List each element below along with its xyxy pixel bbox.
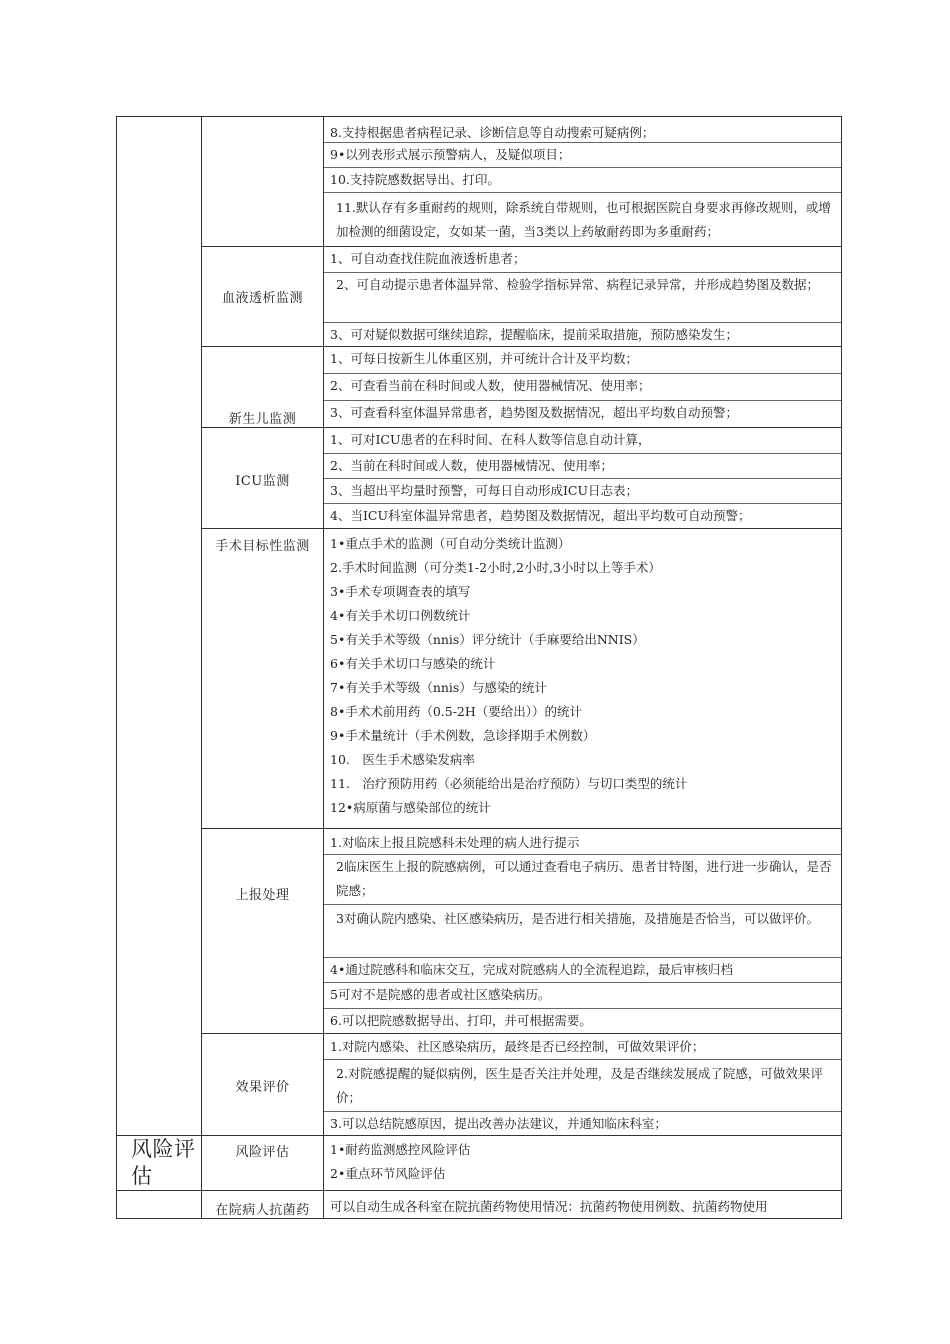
list-item: 12•病原菌与感染部位的统计 (330, 800, 491, 815)
list-item: 11.默认存有多重耐药的规则，除系统自带规则，也可根据医院自身要求再修改规则，或增加检测的细菌设定，女如某一菌，当3类以上药敏耐药即为多重耐药； (336, 200, 831, 239)
list-item: 3、可对疑似数据可继续追踪，提醒临床，提前采取措施，预防感染发生； (330, 327, 738, 342)
list-item: 1.对临床上报且院感科未处理的病人进行提示 (324, 829, 841, 855)
list-item: 11. 治疗预防用药（必须能给出是治疗预防）与切口类型的统计 (330, 776, 688, 791)
section-surgery (116, 528, 842, 828)
category-cell (116, 427, 202, 528)
list-item: 1、可每日按新生儿体重区别，并可统计合计及平均数； (324, 347, 841, 374)
category-cell (116, 828, 202, 1033)
detail-cell (324, 246, 842, 346)
detail-cell (324, 1135, 842, 1190)
list-item: 7•有关手术等级（nnis）与感染的统计 (330, 680, 547, 695)
section-antibiotic (116, 1190, 842, 1219)
list-item: 2.手术时间监测（可分类1-2小时,2小时,3小时以上等手术） (330, 560, 661, 575)
detail-cell (324, 1033, 842, 1135)
module-cell (202, 116, 324, 246)
list-item: 1•重点手术的监测（可自动分类统计监测） (330, 536, 571, 551)
module-cell (202, 346, 324, 427)
list-item: 2、可查看当前在科时间或人数，使用器械情况、使用率； (324, 374, 841, 401)
detail-cell (324, 116, 842, 246)
list-item: 5•有关手术等级（nnis）评分统计（手麻要给出NNIS） (330, 632, 645, 647)
module-label: 手术目标性监测 (215, 539, 310, 554)
list-item: 1、可自动查找住院血液透析患者； (324, 247, 841, 273)
module-cell (202, 828, 324, 1033)
category-cell (116, 1191, 202, 1218)
module-label: 新生儿监测 (228, 412, 297, 427)
detail-cell (324, 1191, 842, 1218)
list-item: 9•以列表形式展示预警病人，及疑似项目； (324, 143, 841, 168)
list-item: 3•手术专项调查表的填写 (330, 584, 471, 599)
list-item: 5可对不是院感的患者或社区感染病历。 (324, 983, 841, 1009)
detail-cell (324, 427, 842, 528)
module-label: ICU监测 (235, 474, 290, 489)
module-cell (202, 246, 324, 346)
category-cell (116, 346, 202, 427)
module-cell (202, 1191, 324, 1218)
list-item: 1.对院内感染、社区感染病历，最终是否已经控制，可做效果评价； (324, 1034, 841, 1060)
module-cell (202, 528, 324, 828)
list-item: 8.支持根据患者病程记录、诊断信息等自动搜索可疑病例； (324, 116, 841, 143)
section-report (116, 828, 842, 1033)
detail-cell (324, 528, 842, 828)
list-item: 可以自动生成各科室在院抗菌药物使用情况：抗菌药物使用例数、抗菌药物使用 (330, 1199, 768, 1214)
list-item: 2.对院感提醒的疑似病例，医生是否关注并处理，及是否继续发展成了院感，可做效果评价； (324, 1060, 841, 1112)
list-item: 6.可以把院感数据导出、打印，并可根据需要。 (330, 1013, 592, 1028)
module-label: 风险评估 (235, 1145, 290, 1160)
category-cell (116, 1033, 202, 1135)
category-cell (116, 1135, 202, 1190)
list-item: 6•有关手术切口与感染的统计 (330, 656, 496, 671)
module-cell (202, 1135, 324, 1190)
list-item: 4•通过院感科和临床交互，完成对院感病人的全流程追踪，最后审核归档 (324, 958, 841, 983)
section-evaluation (116, 1033, 842, 1135)
section-dialysis (116, 246, 842, 346)
detail-cell (324, 828, 842, 1033)
list-item: 4、当ICU科室体温异常患者，趋势图及数据情况，超出平均数可自动预警； (330, 508, 751, 523)
module-cell (202, 1033, 324, 1135)
list-item: 10. 医生手术感染发病率 (330, 752, 475, 767)
list-item: 3.可以总结院感原因，提出改善办法建议，并通知临床科室； (330, 1116, 667, 1131)
list-item: 3、可查看科室体温异常患者，趋势图及数据情况，超出平均数自动预警； (330, 405, 738, 420)
module-label: 血液透析监测 (221, 291, 303, 306)
detail-cell (324, 346, 842, 427)
category-cell (116, 528, 202, 828)
section-continued (116, 116, 842, 246)
module-label: 在院病人抗菌药 (215, 1203, 310, 1218)
module-label: 上报处理 (235, 888, 290, 903)
list-item: 3、当超出平均量时预警，可每日自动形成ICU日志表； (324, 479, 841, 504)
list-item: 3对确认院内感染、社区感染病历，是否进行相关措施，及措施是否恰当，可以做评价。 (324, 905, 841, 958)
list-item: 8•手术术前用药（0.5-2H（要给出））的统计 (330, 704, 583, 719)
category-label: 风险评估 (131, 1137, 196, 1188)
category-cell (116, 116, 202, 246)
list-item: 2、可自动提示患者体温异常、检验学指标异常、病程记录异常，并形成趋势图及数据； (324, 273, 841, 323)
module-label: 效果评价 (235, 1080, 290, 1095)
list-item: 1、可对ICU患者的在科时间、在科人数等信息自动计算， (324, 428, 841, 454)
list-item: 2、当前在科时间或人数，使用器械情况、使用率； (324, 454, 841, 479)
list-item: 4•有关手术切口例数统计 (330, 608, 471, 623)
module-cell (202, 427, 324, 528)
list-item: 2•重点环节风险评估 (330, 1166, 446, 1181)
list-item: 9•手术量统计（手术例数，急诊择期手术例数） (330, 728, 596, 743)
list-item: 10.支持院感数据导出、打印。 (324, 168, 841, 193)
list-item: 2临床医生上报的院感病例，可以通过查看电子病历、患者甘特图，进行进一步确认，是否院感； (324, 855, 841, 905)
section-newborn (116, 346, 842, 427)
category-cell (116, 246, 202, 346)
section-risk (116, 1135, 842, 1190)
section-icu (116, 427, 842, 528)
list-item: 1•耐药监测感控风险评估 (330, 1142, 471, 1157)
